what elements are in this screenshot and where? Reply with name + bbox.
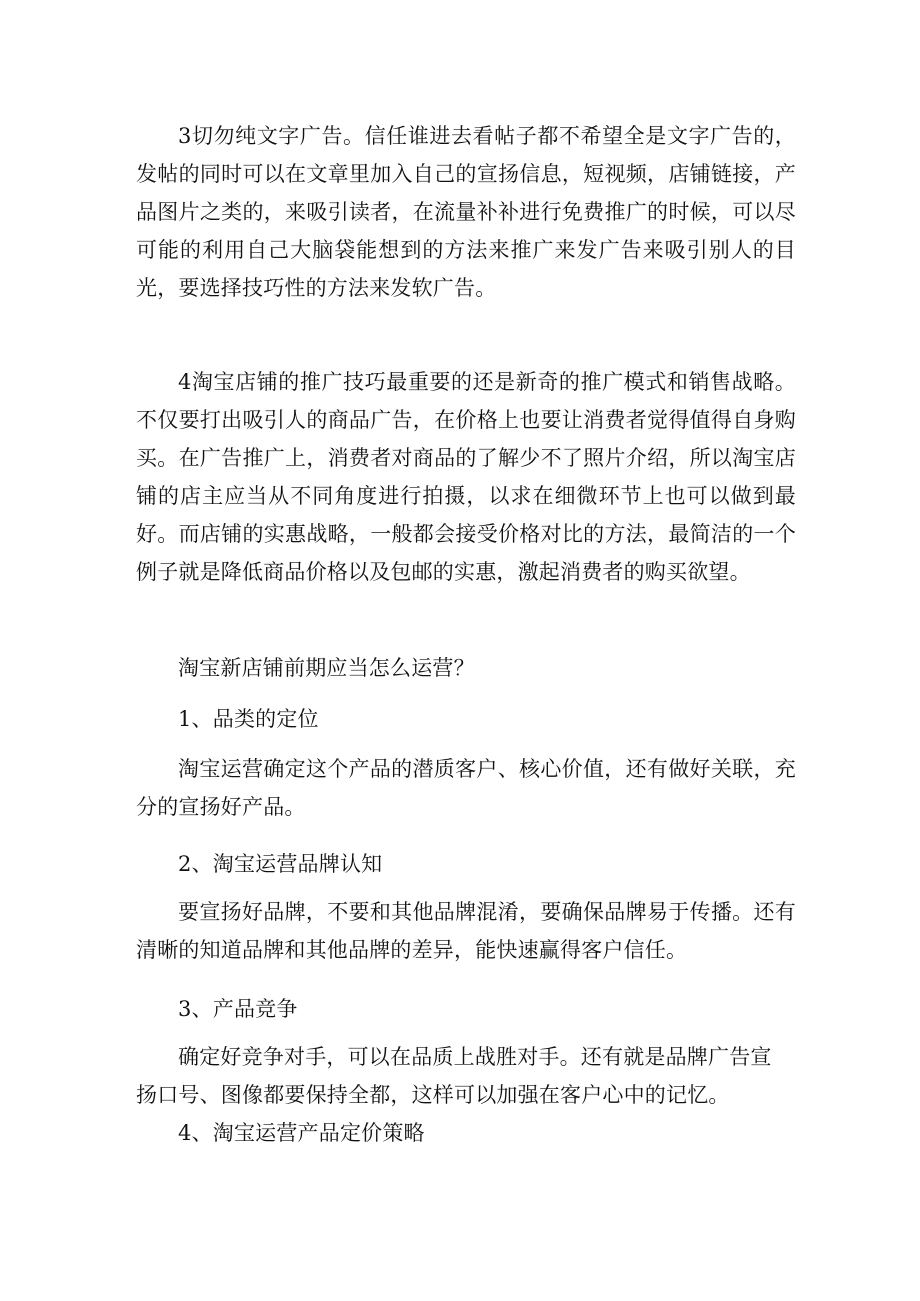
section-body-2: 要宣扬好品牌，不要和其他品牌混淆，要确保品牌易于传播。还有清晰的知道品牌和其他品牌的差异，能快速赢得客户信任。 <box>136 900 796 962</box>
section-heading-2: 2、淘宝运营品牌认知 <box>178 852 383 876</box>
section-heading-1: 1、品类的定位 <box>178 707 319 731</box>
section-body-3 <box>136 1038 772 1114</box>
section-body-3-line-2: 扬口号、图像都要保持全都，这样可以加强在客户心中的记忆。 <box>136 1083 730 1107</box>
question-heading: 淘宝新店铺前期应当怎么运营？ <box>178 656 475 680</box>
section-heading-4: 4、淘宝运营产品定价策略 <box>178 1121 425 1145</box>
paragraph-pure-text-ads: 3切勿纯文字广告。信任谁进去看帖子都不希望全是文字广告的，发帖的同时可以在文章里加入自己的宣扬信息，短视频，店铺链接，产品图片之类的，来吸引读者，在流量补补进行免费推广的时候，可以尽可能的利用自己大脑袋能想到的方法来推广来发广告来吸引别人的目光，要选择技巧性的方法来发软广告。 <box>136 124 796 300</box>
section-body-1: 淘宝运营确定这个产品的潜质客户、核心价值，还有做好关联，充分的宣扬好产品。 <box>136 757 796 819</box>
paragraph-promotion-tips: 4淘宝店铺的推广技巧最重要的还是新奇的推广模式和销售战略。不仅要打出吸引人的商品广告，在价格上也要让消费者觉得值得自身购买。在广告推广上，消费者对商品的了解少不了照片介绍，所以淘宝店铺的店主应当从不同角度进行拍摄，以求在细微环节上也可以做到最好。而店铺的实惠战略，一般都会接受价格对比的方法，最简洁的一个例子就是降低商品价格以及包邮的实惠，激起消费者的购买欲望。 <box>136 370 796 584</box>
section-body-3-line-1: 确定好竞争对手，可以在品质上战胜对手。还有就是品牌广告宣 <box>178 1045 772 1069</box>
section-heading-3: 3、产品竞争 <box>178 997 298 1021</box>
